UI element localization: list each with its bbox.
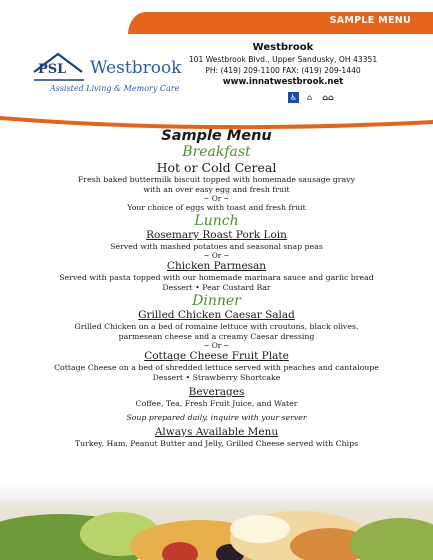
phone-fax: PH: (419) 209-1100 FAX: (419) 209-1440 <box>205 66 361 75</box>
beverages-desc: Coffee, Tea, Fresh Fruit Juice, and Water <box>135 399 298 408</box>
lunch-dish-2: Chicken Parmesan <box>166 260 267 272</box>
soup-note: Soup prepared daily, inquire with your server <box>126 413 307 422</box>
always-available-desc: Turkey, Ham, Peanut Butter and Jelly, Grilled Cheese served with Chips <box>74 439 359 448</box>
dinner-desc-1a: Grilled Chicken on a bed of romaine lettuce with croutons, black olives, <box>74 322 359 331</box>
facility-name: Westbrook <box>252 42 314 53</box>
beverages-heading: Beverages <box>188 386 245 398</box>
lunch-dessert: Dessert • Pear Custard Bar <box>162 283 271 292</box>
dinner-dish-2: Cottage Cheese Fruit Plate <box>144 350 289 362</box>
logo-name: Westbrook <box>90 58 182 78</box>
logo-abbr: PSL <box>38 62 67 77</box>
header-swoosh <box>0 110 433 130</box>
breakfast-dish: Hot or Cold Cereal <box>156 160 277 175</box>
lunch-dish-1: Rosemary Roast Pork Loin <box>146 229 287 241</box>
menu-title: Sample Menu <box>161 128 272 144</box>
dinner-desc-2: Cottage Cheese on a bed of shredded lettuce served with peaches and cantaloupe <box>54 363 379 372</box>
breakfast-heading: Breakfast <box>182 144 251 160</box>
address: 101 Westbrook Blvd., Upper Sandusky, OH 43351 <box>188 55 378 64</box>
lunch-desc-2: Served with pasta topped with our homemade marinara sauce and garlic bread <box>59 273 374 282</box>
hud-icon: ⌂⌂ <box>322 92 334 102</box>
breakfast-or: ~ Or ~ <box>203 194 230 203</box>
lunch-heading: Lunch <box>194 213 239 229</box>
contact-block <box>183 42 383 87</box>
dinner-heading: Dinner <box>192 293 241 309</box>
menu-body <box>0 128 433 449</box>
dinner-or: ~ Or ~ <box>203 341 230 350</box>
lunch-desc-1: Served with mashed potatoes and seasonal snap peas <box>110 242 323 251</box>
dinner-desc-1b: parmesean cheese and a creamy Caesar dressing <box>118 332 315 341</box>
breakfast-desc-2: with an over easy egg and fresh fruit <box>143 185 290 194</box>
dinner-dessert: Dessert • Strawberry Shortcake <box>152 373 281 382</box>
always-available-heading: Always Available Menu <box>154 426 279 438</box>
lunch-or: ~ Or ~ <box>203 251 230 260</box>
accessibility-icons <box>288 91 336 103</box>
dinner-dish-1: Grilled Chicken Caesar Salad <box>138 309 295 321</box>
equal-housing-icon: ⌂ <box>306 92 313 102</box>
sample-menu-tag: SAMPLE MENU <box>329 15 411 26</box>
food-photo <box>0 484 433 560</box>
westbrook-logo <box>32 52 192 102</box>
header-bar <box>0 0 433 40</box>
breakfast-desc-1: Fresh baked buttermilk biscuit topped with homemade sausage gravy <box>77 175 355 184</box>
breakfast-alt: Your choice of eggs with toast and fresh fruit <box>127 203 306 212</box>
logo-tagline: Assisted Living & Memory Care <box>50 84 180 93</box>
wheelchair-icon: ♿ <box>289 92 298 102</box>
website-link[interactable]: www.innatwestbrook.net <box>222 77 344 87</box>
